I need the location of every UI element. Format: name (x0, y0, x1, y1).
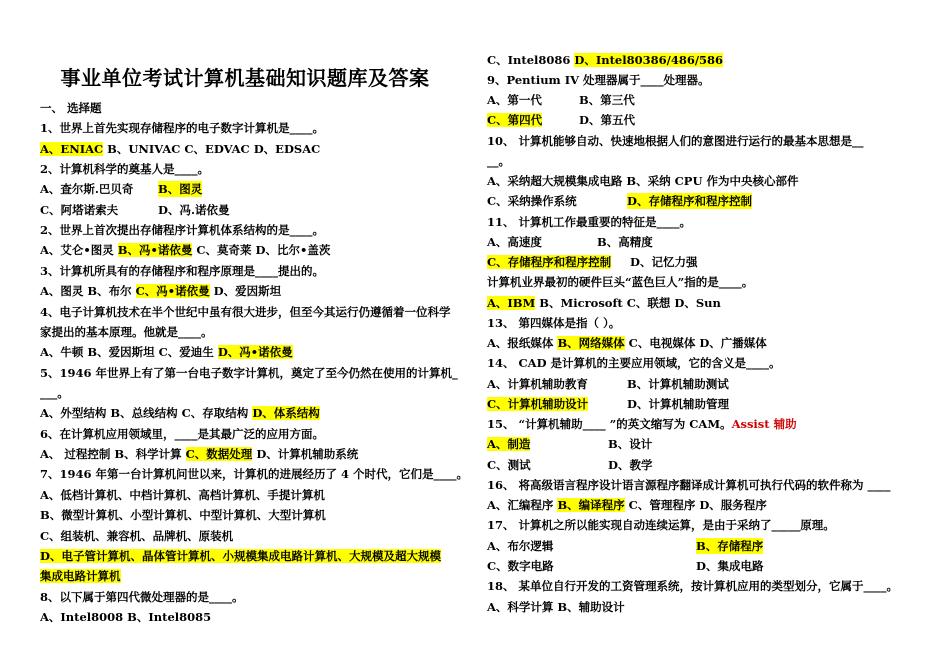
text-segment: A、艾仑•图灵 (40, 243, 118, 257)
highlighted-answer: B、存储程序 (696, 539, 764, 553)
text-segment: A、汇编程序 (487, 498, 558, 512)
text-line (40, 344, 293, 360)
text-segment: C、组装机、兼容机、品牌机、原装机 (40, 529, 234, 543)
text-line (40, 304, 451, 320)
highlighted-answer: A、IBM (487, 296, 536, 310)
text-segment: A、 过程控制 B、科学计算 (40, 447, 186, 461)
text-segment: 9、Pentium IV 处理器属于____处理器。 (487, 73, 710, 87)
highlighted-answer: C、存储程序和程序控制 (487, 255, 612, 269)
text-line (40, 100, 102, 116)
text-segment: C、测试 (487, 458, 531, 472)
document-title: 事业单位考试计算机基础知识题库及答案 (60, 66, 430, 90)
text-line (40, 202, 230, 218)
text-line (40, 426, 324, 442)
text-line (487, 234, 653, 250)
text-line (487, 112, 635, 128)
text-segment: __。 (487, 154, 510, 168)
text-segment: A、牛顿 B、爱因斯坦 C、爱迪生 (40, 345, 218, 359)
text-segment: 4、电子计算机技术在半个世纪中虽有很大进步，但至今其运行仍遵循着一位科学 (40, 305, 451, 319)
highlighted-answer: B、图灵 (158, 182, 203, 196)
text-line (487, 517, 835, 533)
text-line (487, 92, 635, 108)
text-line (40, 161, 209, 177)
text-segment: 13、 第四媒体是指（ ）。 (487, 316, 621, 330)
text-line (487, 214, 691, 230)
text-line (487, 436, 653, 452)
text-segment: 18、 某单位自行开发的工资管理系统，按计算机应用的类型划分，它属于____。 (487, 579, 899, 593)
text-line (40, 120, 324, 136)
text-segment: D、集成电路 (696, 559, 764, 573)
highlighted-answer: D、冯•诺依曼 (217, 345, 293, 359)
text-segment: C、阿塔诺索夫 (40, 203, 119, 217)
text-segment: D、第五代 (579, 113, 635, 127)
highlighted-answer: D、电子管计算机、晶体管计算机、小规模集成电路计算机、大规模及超大规模 (40, 549, 441, 563)
text-line (487, 173, 798, 189)
text-segment: C、数字电路 (487, 559, 554, 573)
text-segment: B、计算机辅助测试 (627, 377, 729, 391)
text-segment: 家提出的基本原理。他就是____。 (40, 325, 213, 339)
text-line (40, 181, 203, 197)
text-segment: D、计算机辅助系统 (252, 447, 359, 461)
text-segment: 6、在计算机应用领域里，____是其最广泛的应用方面。 (40, 427, 324, 441)
text-line (40, 589, 244, 605)
text-segment: B、微型计算机、小型计算机、中型计算机、大型计算机 (40, 508, 326, 522)
text-segment: A、Intel8008 B、Intel8085 (40, 610, 212, 624)
text-segment: A、高速度 (487, 235, 542, 249)
text-line (487, 457, 653, 473)
text-segment: A、图灵 B、布尔 (40, 284, 136, 298)
text-line (487, 416, 797, 432)
text-segment: 8、以下属于第四代微处理器的是____。 (40, 590, 244, 604)
text-segment: A、外型结构 B、总线结构 C、存取结构 (40, 406, 253, 420)
text-line (487, 376, 729, 392)
text-line (487, 274, 753, 290)
text-line (40, 263, 324, 279)
text-segment: A、布尔逻辑 (487, 539, 554, 553)
text-line (487, 599, 625, 615)
text-segment: 一、 选择题 (40, 101, 102, 115)
highlighted-answer: C、冯•诺依曼 (135, 284, 210, 298)
note-text: Assist 辅助 (731, 417, 797, 431)
text-segment: 5、1946 年世界上有了第一台电子数字计算机，奠定了至今仍然在使用的计算机_ (40, 366, 458, 380)
text-line (40, 283, 281, 299)
text-segment: B、第三代 (579, 93, 635, 107)
text-segment: A、查尔斯.巴贝奇 (40, 182, 134, 196)
text-line (40, 242, 330, 258)
highlighted-answer: D、Intel80386/486/586 (574, 53, 724, 67)
text-segment: C、管理程序 D、服务程序 (624, 498, 767, 512)
text-line (40, 324, 213, 340)
text-segment: 2、计算机科学的奠基人是____。 (40, 162, 210, 176)
text-segment: 2、世界上首次提出存储程序计算机体系结构的是____。 (40, 223, 324, 237)
text-line (487, 335, 767, 351)
text-segment: 14、 CAD 是计算机的主要应用领域，它的含义是____。 (487, 356, 781, 370)
text-segment: B、Microsoft C、联想 D、Sun (535, 296, 721, 310)
highlighted-answer: C、数据处理 (185, 447, 253, 461)
text-line (40, 405, 320, 421)
text-segment: A、采纳超大规模集成电路 B、采纳 CPU 作为中央核心部件 (487, 174, 799, 188)
text-segment: 计算机业界最初的硬件巨头“蓝色巨人”指的是____。 (487, 275, 754, 289)
text-segment: C、电视媒体 D、广播媒体 (624, 336, 767, 350)
text-segment: D、记忆力强 (630, 255, 698, 269)
text-segment: C、Intel8086 (487, 53, 575, 67)
text-segment: A、科学计算 B、辅助设计 (487, 600, 625, 614)
text-line (40, 487, 325, 503)
text-line (487, 396, 729, 412)
text-line (40, 365, 458, 381)
text-line (40, 141, 320, 157)
highlighted-answer: A、ENIAC (40, 142, 104, 156)
text-segment: 7、1946 年第一台计算机问世以来，计算机的进展经历了 4 个时代，它们是____。 (40, 467, 469, 481)
text-segment: D、计算机辅助管理 (627, 397, 729, 411)
highlighted-answer: C、计算机辅助设计 (487, 397, 589, 411)
text-line (487, 72, 710, 88)
text-line (40, 222, 324, 238)
text-line (40, 446, 358, 462)
text-segment: D、冯.诺依曼 (158, 203, 230, 217)
text-line (487, 558, 764, 574)
text-segment: A、报纸媒体 (487, 336, 558, 350)
text-line (40, 609, 211, 625)
text-segment: B、UNIVAC C、EDVAC D、EDSAC (103, 142, 321, 156)
highlighted-answer: A、制造 (487, 437, 531, 451)
text-segment: D、教学 (608, 458, 653, 472)
text-line (487, 193, 752, 209)
text-line (40, 385, 69, 401)
text-line (487, 355, 781, 371)
text-line (40, 507, 326, 523)
text-segment: 3、计算机所具有的存储程序和程序原理是____提出的。 (40, 264, 324, 278)
text-line (487, 254, 698, 270)
highlighted-answer: B、编译程序 (557, 498, 625, 512)
text-line (487, 477, 891, 493)
text-segment: C、莫奇莱 D、比尔•盖茨 (192, 243, 331, 257)
highlighted-answer: C、第四代 (487, 113, 543, 127)
text-line (487, 538, 764, 554)
text-line (487, 52, 723, 68)
text-segment: 10、 计算机能够自动、快速地根据人们的意图进行运行的最基本思想是__ (487, 134, 864, 148)
text-line (487, 315, 620, 331)
text-segment: A、计算机辅助教育 (487, 377, 588, 391)
text-segment: 1、世界上首先实现存储程序的电子数字计算机是____。 (40, 121, 324, 135)
text-segment: C、采纳操作系统 (487, 194, 577, 208)
text-line (40, 466, 468, 482)
text-segment: A、第一代 (487, 93, 542, 107)
text-segment: ___。 (40, 386, 69, 400)
text-segment: B、设计 (608, 437, 653, 451)
text-segment: 15、 “计算机辅助____ ”的英文缩写为 CAM。 (487, 417, 732, 431)
highlighted-answer: D、体系结构 (252, 406, 320, 420)
highlighted-answer: 集成电路计算机 (40, 569, 121, 583)
text-segment: B、高精度 (597, 235, 653, 249)
highlighted-answer: B、网络媒体 (557, 336, 625, 350)
text-segment: 17、 计算机之所以能实现自动连续运算，是由于采纳了_____原理。 (487, 518, 835, 532)
text-segment: A、低档计算机、中档计算机、高档计算机、手提计算机 (40, 488, 325, 502)
text-segment: D、爱因斯坦 (209, 284, 282, 298)
text-segment: 16、 将高级语言程序设计语言源程序翻译成计算机可执行代码的软件称为 ____ (487, 478, 891, 492)
text-line (40, 548, 441, 564)
text-line (40, 528, 233, 544)
text-line (487, 153, 510, 169)
text-line (487, 497, 767, 513)
text-line (487, 133, 864, 149)
text-segment: 11、 计算机工作最重要的特征是____。 (487, 215, 692, 229)
text-line (487, 578, 898, 594)
text-line (487, 295, 721, 311)
highlighted-answer: B、冯•诺依曼 (117, 243, 193, 257)
highlighted-answer: D、存储程序和程序控制 (627, 194, 752, 208)
text-line (40, 568, 121, 584)
